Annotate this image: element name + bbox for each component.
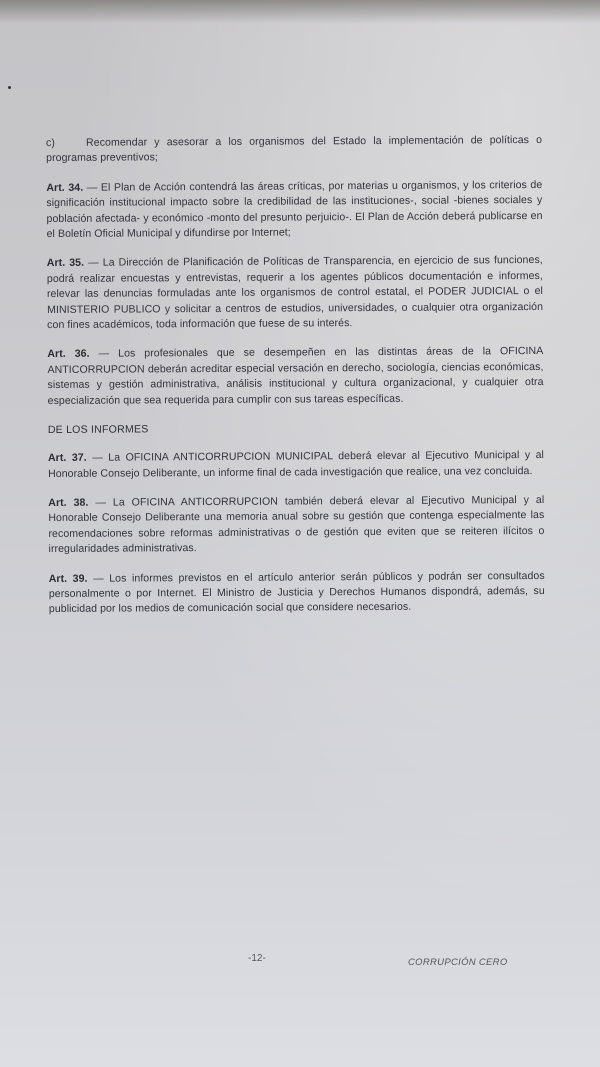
article-label: Art. 36. [47,348,90,361]
article-35 [47,253,543,333]
article-text: — La OFICINA ANTICORRUPCION MUNICIPAL deberá elevar al Ejecutivo Municipal y al Honorable Consejo Deliberante, un informe final de cada investigación que realice, una vez concluida. [48,449,544,480]
item-c-letter: c) [46,136,56,149]
article-label: Art. 38. [48,496,89,509]
page-number: -12- [248,953,266,964]
page-speck [8,86,11,89]
page-footer [0,953,600,973]
section-heading: DE LOS INFORMES [47,423,149,437]
document-body [46,133,545,632]
article-text: — La Dirección de Planificación de Políticas de Transparencia, en ejercicio de sus funciones, podrá realizar encuestas y entrevistas, requerir a los agentes públicos documentación e informes, relevar las denuncias formuladas ante los organismos de control estatal, el PODER JUDICIAL o el MINISTERIO PUBLICO y solicitar a centros de estudios, universidades, o cualquier otra organización con fines académicos, toda información que fuese de su interés. [46,254,544,332]
page-edge-shadow [0,0,600,24]
item-c-paragraph [46,133,542,167]
article-label: Art. 37. [47,451,87,465]
article-label: Art. 39. [48,572,88,585]
article-36 [47,344,543,409]
article-label: Art. 35. [46,257,85,270]
article-text: — El Plan de Acción contendrá las áreas críticas, por materias u organismos, y los criterios de significación institucional impacto sobre la credibilidad de las instituciones-, social -bienes sociales y población afectada- y económico -monto del presunto perjuicio-. El Plan de Acción deberá publicarse en el Boletín Oficial Municipal y difundirse por Internet; [46,178,543,241]
article-39 [49,568,545,617]
article-text: — La OFICINA ANTICORRUPCION también deberá elevar al Ejecutivo Municipal y al Honorable Consejo Deliberante una memoria anual sobre su gestión que contenga especialmente las recomendaciones sobre reformas administrativas o de gestión que eviten que se reiteren ilícitos o irregularidades administrativas. [48,493,545,556]
footer-title: CORRUPCIÓN CERO [408,957,508,968]
article-text: — Los profesionales que se desempeñen en las distintas áreas de la OFICINA ANTICORRUPCION deberán acreditar especial versación en derecho, sociología, ciencias económicas, sistemas y gestión administrativa, análisis institucional y cultura organizacional, y cualquier otra especialización que sea requerida para cumplir con sus tareas específicas. [47,345,544,407]
item-c-text: Recomendar y asesorar a los organismos del Estado la implementación de políticas o programas preventivos; [46,133,543,165]
article-text: — Los informes previstos en el artículo anterior serán públicos y podrán ser consultados personalmente o por Internet. El Ministro de Justicia y Derechos Humanos dispondrá, además, su publicidad por los medios de comunicación social que considere necesarios. [48,569,545,616]
article-34 [46,178,542,243]
article-37 [48,448,544,482]
article-38 [48,493,544,558]
article-label: Art. 34. [46,181,84,194]
